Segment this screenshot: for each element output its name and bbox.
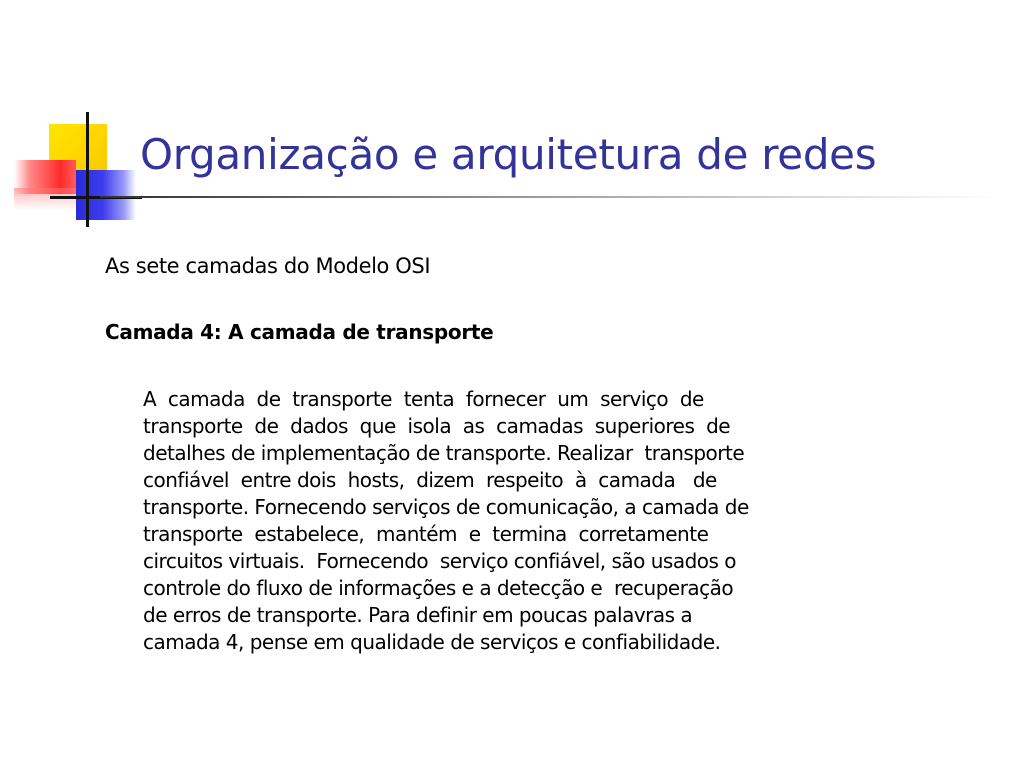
body-line: transporte. Fornecendo serviços de comunicação, a camada de bbox=[143, 495, 749, 519]
slide-title: Organização e arquitetura de redes bbox=[140, 130, 877, 179]
body-paragraph bbox=[143, 386, 933, 656]
slide-subtitle: As sete camadas do Modelo OSI bbox=[105, 254, 431, 278]
body-line: A camada de transporte tenta fornecer um serviço de bbox=[143, 387, 704, 411]
body-line: de erros de transporte. Para definir em poucas palavras a bbox=[143, 603, 693, 627]
body-line: circuitos virtuais. Fornecendo serviço confiável, são usados o bbox=[143, 549, 737, 573]
body-line: transporte estabelece, mantém e termina corretamente bbox=[143, 522, 709, 546]
vertical-line bbox=[86, 112, 89, 227]
red-square-reflection bbox=[14, 188, 76, 210]
title-underline bbox=[100, 196, 1000, 198]
body-line: confiável entre dois hosts, dizem respeito à camada de bbox=[143, 468, 717, 492]
body-line: controle do fluxo de informações e a detecção e recuperação bbox=[143, 576, 734, 600]
body-line: camada 4, pense em qualidade de serviços e confiabilidade. bbox=[143, 630, 721, 654]
blue-square bbox=[76, 170, 136, 220]
body-line: transporte de dados que isola as camadas superiores de bbox=[143, 414, 731, 438]
section-heading: Camada 4: A camada de transporte bbox=[105, 320, 494, 344]
body-line: detalhes de implementação de transporte. Realizar transporte bbox=[143, 441, 745, 465]
